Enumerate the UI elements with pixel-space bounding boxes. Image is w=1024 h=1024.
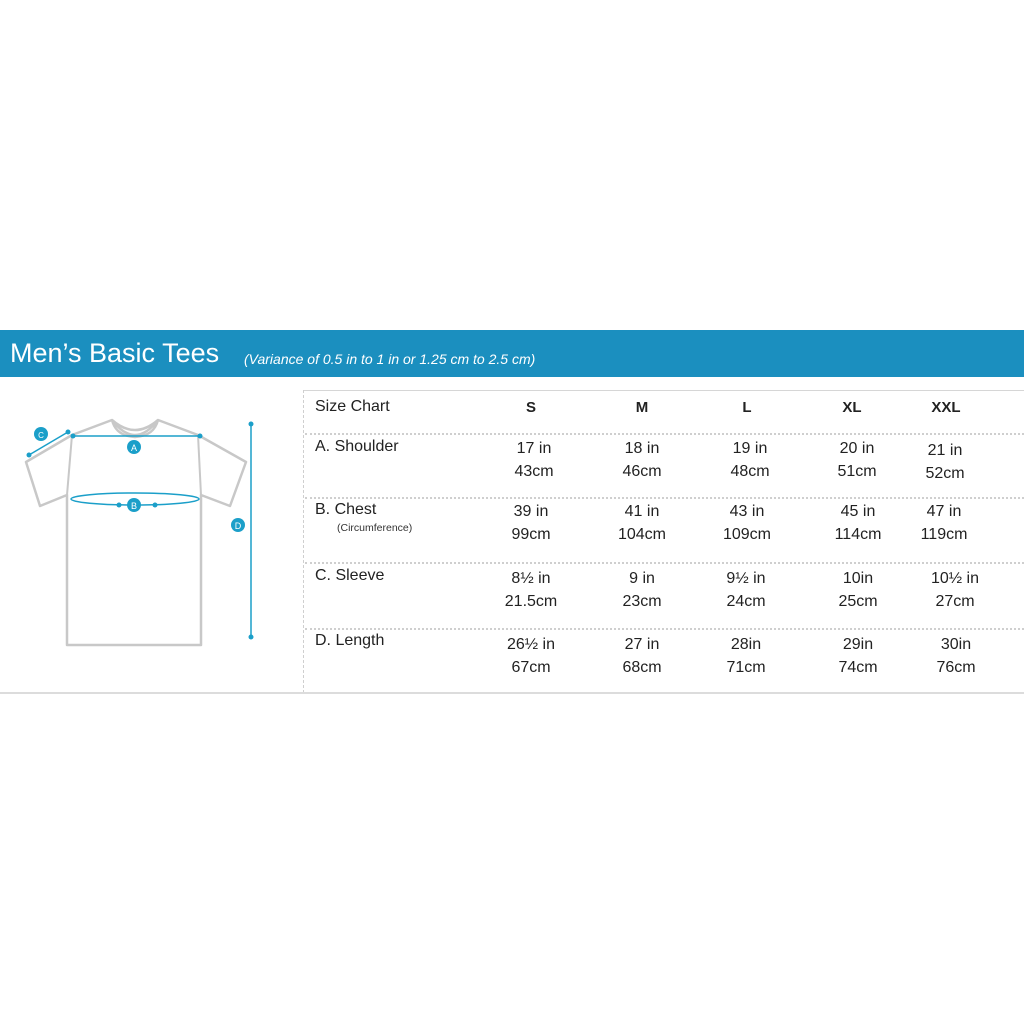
row-divider [305, 628, 1024, 630]
marker-b [127, 498, 141, 512]
cell-sleeve-s: 8½ in 21.5cm [504, 570, 558, 610]
cell-shoulder-xl: 20 in 51cm [837, 440, 877, 480]
variance-note: (Variance of 0.5 in to 1 in or 1.25 cm to 2.5 cm) [244, 351, 536, 367]
cell-chest-s: 39 in 99cm [511, 503, 551, 543]
row-label-chest: B. Chest [315, 501, 377, 518]
marker-d [231, 518, 245, 532]
size-header-xl: XL [842, 399, 862, 416]
cell-sleeve-l: 9½ in 24cm [726, 570, 766, 610]
cell-length-l: 28in 71cm [726, 636, 766, 676]
cell-chest-m: 41 in 104cm [617, 503, 667, 543]
size-header-s: S [525, 399, 536, 416]
cell-length-xl: 29in 74cm [838, 636, 878, 676]
section-bottom-border [0, 692, 1024, 694]
cell-chest-l: 43 in 109cm [722, 503, 772, 543]
cell-sleeve-xl: 10in 25cm [838, 570, 878, 610]
cell-shoulder-m: 18 in 46cm [622, 440, 662, 480]
cell-chest-xl: 45 in 114cm [834, 503, 882, 543]
table-left-border [303, 390, 304, 693]
marker-c [34, 427, 48, 441]
page-title: Men’s Basic Tees [10, 338, 220, 368]
cell-shoulder-xxl: 21 in 52cm [925, 442, 965, 482]
tshirt-outline [26, 420, 246, 645]
cell-shoulder-s: 17 in 43cm [514, 440, 554, 480]
row-label-length: D. Length [315, 632, 385, 649]
size-header-xxl: XXL [931, 399, 961, 416]
title-banner [0, 330, 1024, 377]
row-divider [305, 497, 1024, 499]
tshirt-measurement-diagram [20, 410, 270, 660]
row-sublabel-circumference: (Circumference) [337, 522, 413, 534]
cell-shoulder-l: 19 in 48cm [730, 440, 770, 480]
svg-text:A: A [130, 443, 138, 453]
svg-text:C: C [38, 431, 44, 440]
table-top-border [303, 390, 1024, 391]
row-label-shoulder: A. Shoulder [315, 438, 399, 455]
size-header-m: M [635, 399, 649, 416]
svg-text:D: D [234, 521, 242, 531]
row-divider [305, 433, 1024, 435]
cell-length-s: 26½ in 67cm [506, 636, 556, 676]
size-chart-label: Size Chart [315, 398, 390, 415]
cell-length-m: 27 in 68cm [622, 636, 662, 676]
cell-length-xxl: 30in 76cm [936, 636, 976, 676]
row-divider [305, 562, 1024, 564]
cell-chest-xxl: 47 in 119cm [920, 503, 968, 543]
svg-text:B: B [130, 501, 138, 511]
row-label-sleeve: C. Sleeve [315, 567, 385, 584]
cell-sleeve-xxl: 10½ in 27cm [930, 570, 980, 610]
cell-sleeve-m: 9 in 23cm [622, 570, 662, 610]
size-header-l: L [742, 399, 752, 416]
marker-a [127, 440, 141, 454]
